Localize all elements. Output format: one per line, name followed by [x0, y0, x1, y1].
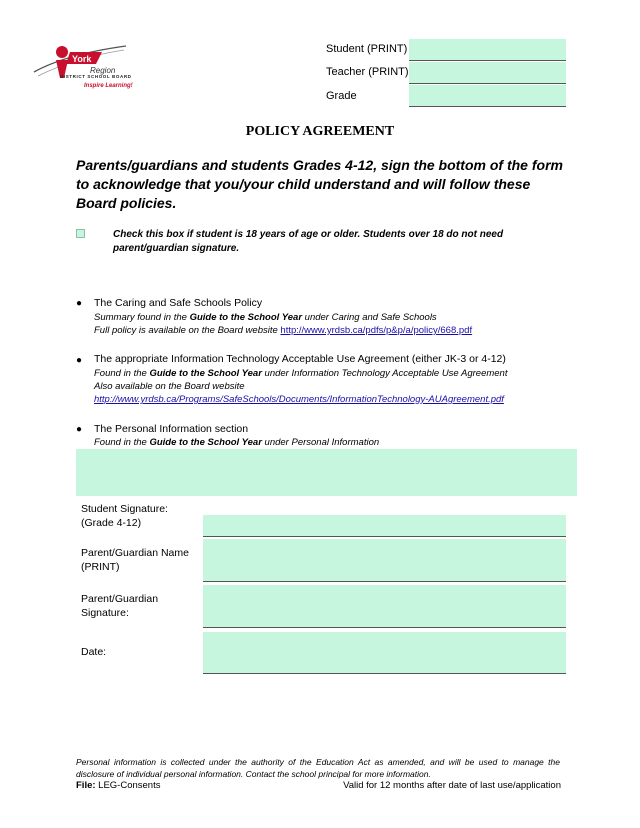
student-print-field[interactable]: [409, 39, 566, 61]
safe-schools-policy-link[interactable]: http://www.yrdsb.ca/pdfs/p&p/a/policy/668.pdf: [280, 325, 473, 336]
bullet-icon: ●: [76, 355, 83, 366]
parent-signature-field[interactable]: [203, 585, 566, 628]
policy-title-it-agreement: The appropriate Information Technology Acceptable Use Agreement (either JK-3 or 4-12): [94, 353, 506, 365]
over-18-checkbox-label: Check this box if student is 18 years of age or older. Students over 18 do not need parent/guardian signature.: [113, 229, 504, 254]
grade-label: Grade: [326, 90, 357, 102]
comments-field[interactable]: [76, 449, 577, 496]
file-reference: File: LEG-Consents: [76, 780, 161, 791]
date-label: Date:: [81, 646, 107, 658]
policy-title-safe-schools: The Caring and Safe Schools Policy: [94, 297, 263, 309]
parent-signature-label: Parent/Guardian Signature:: [81, 593, 159, 619]
teacher-print-field[interactable]: [409, 62, 566, 84]
logo-name-york: York: [72, 54, 92, 64]
bullet-icon: ●: [76, 424, 83, 435]
policy-full-safe-schools: Full policy is available on the Board website http://www.yrdsb.ca/pdfs/p&p/a/policy/668.pdf: [94, 325, 473, 336]
policy-summary-it-agreement: Found in the Guide to the School Year under Information Technology Acceptable Use Agreement: [94, 368, 508, 379]
over-18-checkbox[interactable]: [76, 229, 85, 238]
date-field[interactable]: [203, 632, 566, 674]
logo-name-region: Region: [90, 66, 116, 75]
teacher-print-label: Teacher (PRINT): [326, 66, 409, 78]
validity-note: Valid for 12 months after date of last use/application: [343, 780, 561, 791]
parent-name-field[interactable]: [203, 539, 566, 582]
school-board-logo: [32, 38, 132, 94]
policy-summary-personal-info: Found in the Guide to the School Year under Personal Information: [94, 437, 380, 448]
student-signature-label: Student Signature: (Grade 4-12): [81, 503, 168, 529]
policy-title-personal-info: The Personal Information section: [94, 423, 249, 435]
student-signature-field[interactable]: [203, 515, 566, 537]
page-title: POLICY AGREEMENT: [245, 124, 395, 139]
student-print-label: Student (PRINT): [326, 43, 408, 55]
privacy-note: Personal information is collected under the authority of the Education Act as amended, and will be used to manage the disclosure of individual personal information. Contact the school principal for more information.: [76, 757, 560, 779]
policy-website-it-agreement: Also available on the Board website: [94, 381, 245, 392]
parent-name-label: Parent/Guardian Name (PRINT): [81, 547, 189, 573]
logo-name-board: DISTRICT SCHOOL BOARD: [60, 74, 132, 79]
bullet-icon: ●: [76, 298, 83, 309]
intro-instructions: Parents/guardians and students Grades 4-12, sign the bottom of the form to acknowledge that you/your child understand and will follow these Board policies.: [76, 157, 563, 211]
grade-field[interactable]: [409, 85, 566, 107]
logo-tagline: Inspire Learning!: [84, 83, 133, 89]
policy-link-line-it-agreement: [94, 394, 504, 405]
it-agreement-link[interactable]: http://www.yrdsb.ca/Programs/SafeSchools/Documents/InformationTechnology-AUAgreement.pdf: [94, 394, 504, 405]
policy-summary-safe-schools: Summary found in the Guide to the School Year under Caring and Safe Schools: [94, 312, 437, 323]
